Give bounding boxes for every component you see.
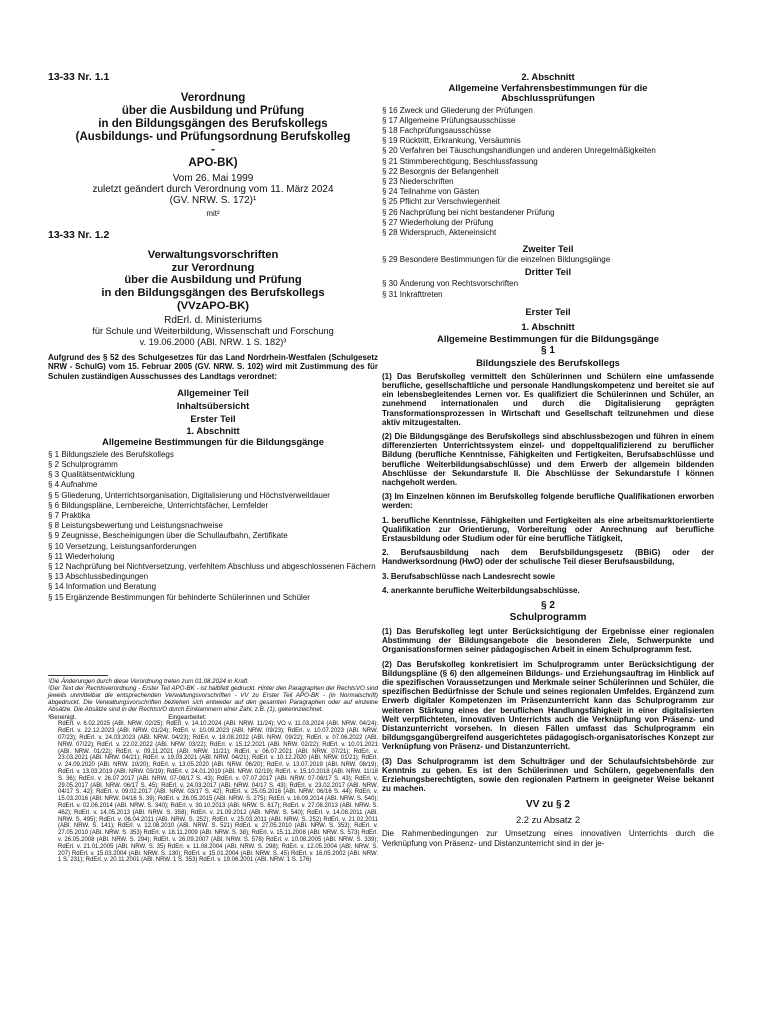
heading-section-one: 1. Abschnitt — [521, 320, 575, 332]
heading-part-two: Zweiter Teil — [522, 243, 574, 255]
mit-line: mit² — [206, 208, 220, 218]
toc-item: § 1 Bildungsziele des Berufskollegs — [48, 449, 174, 459]
toc-item: § 22 Besorgnis der Befangenheit — [382, 166, 499, 176]
toc-item: § 16 Zweck und Gliederung der Prüfungen — [382, 105, 533, 115]
regulation-title — [48, 92, 378, 170]
heading-part-three: Dritter Teil — [524, 266, 572, 278]
par2-abs3: (3) Das Schulprogramm ist dem Schulträger und der Schulaufsichtsbehörde zur Kenntnis zu geben. Es ist den Schülerinnen und Schülern, gegebenenfalls den Erziehungsberechtigten, sowie den regionalen Partnern in geeigneter Weise bekannt zu machen. — [382, 756, 714, 794]
toc-item: § 10 Versetzung, Leistungsanforderungen — [48, 541, 197, 551]
vv-heading: VV zu § 2 — [526, 799, 570, 811]
toc-item: § 5 Gliederung, Unterrichtsorganisation, Digitalisierung und Höchstverweildauer — [48, 490, 330, 500]
section-number-1-2: 13-33 Nr. 1.2 — [48, 228, 110, 241]
vv-text: Die Rahmenbedingungen zur Umsetzung eines innovativen Unterrichts durch die Verknüpfung von Präsenz- und Distanzunterricht sind in der je- — [382, 829, 714, 848]
toc-item: § 21 Stimmberechtigung, Beschlussfassung — [382, 156, 538, 166]
toc-list-4 — [382, 279, 714, 299]
toc-item: § 8 Leistungsbewertung und Leistungsnachweise — [48, 521, 223, 531]
regulation-dates — [48, 173, 378, 218]
title-line: zur Verordnung — [171, 261, 255, 274]
toc-item: § 18 Fachprüfungsausschüsse — [382, 125, 491, 135]
heading-section-one: 1. Abschnitt — [186, 424, 240, 436]
heading-part-one: Erster Teil — [190, 412, 236, 424]
toc-item: § 14 Information und Beratung — [48, 582, 157, 592]
heading-section-one-title: Allgemeine Bestimmungen für die Bildungsgänge — [437, 332, 659, 344]
heading-general-part: Allgemeiner Teil — [177, 386, 249, 398]
footnote-3-head — [48, 714, 378, 721]
date-line: Vom 26. Mai 1999 — [172, 172, 254, 184]
paragraph-1-title: Bildungsziele des Berufskollegs — [476, 356, 620, 368]
toc-item: § 4 Aufnahme — [48, 480, 98, 490]
left-column — [48, 72, 378, 864]
footnote-1: ¹Die Änderungen durch diese Verordnung treten zum 01.08.2024 in Kraft. — [48, 677, 249, 685]
toc-item: § 25 Pflicht zur Verschwiegenheit — [382, 197, 500, 207]
vv-subheading: 2.2 zu Absatz 2 — [515, 814, 581, 826]
par1-abs3-item2: 2. Berufsausbildung nach dem Berufsbildungsgesetz (BBiG) oder der Handwerksordnung (HwO) oder der schulische Teil dieser Berufsausbildung, — [382, 548, 714, 567]
sub-line: v. 19.06.2000 (ABl. NRW. 1 S. 182)³ — [139, 337, 287, 348]
title-line: Verwaltungsvorschriften — [147, 249, 279, 262]
footnote-divider — [48, 675, 108, 676]
heading-section-one-title: Allgemeine Bestimmungen für die Bildungsgänge — [102, 435, 324, 447]
title-line: in den Bildungsgängen des Berufskollegs — [98, 117, 328, 130]
heading-line: 2. Abschnitt — [521, 71, 575, 82]
paragraph-2-title: Schulprogramm — [509, 612, 587, 624]
toc-item: § 17 Allgemeine Prüfungsausschüsse — [382, 115, 516, 125]
par1-abs3-item3: 3. Berufsabschlüsse nach Landesrecht sowie — [382, 571, 555, 581]
footnote-2: ²Der Text der Rechtsverordnung - Erster Teil APO-BK - ist halbfett gedruckt. Hinter den Paragraphen der RechtsVO sind jeweils unmittelbar die entsprechenden Verwaltungsvorschriften - VV zu Erster Teil APO-BK - (in Normalschrift) abgedruckt. Die Verwaltungsvorschriften beziehen sich entweder auf den gesamten Paragraphen oder auf einzelne Absätze. Die Absätze sind in der RechtsVO durch Einklammern einer Zahl, z.B. (1), gekennzeichnet. — [48, 684, 378, 714]
toc-item: § 23 Niederschriften — [382, 176, 454, 186]
title-line: Verordnung — [180, 91, 246, 104]
toc-item: § 28 Widerspruch, Akteneinsicht — [382, 227, 497, 237]
heading-toc: Inhaltsübersicht — [176, 399, 250, 411]
footnotes — [48, 675, 378, 864]
toc-item: § 6 Bildungspläne, Lernbereiche, Unterrichtsfächer, Lernfelder — [48, 500, 269, 510]
sub-line: für Schule und Weiterbildung, Wissenschaft und Forschung — [92, 326, 334, 337]
toc-item: § 11 Wiederholung — [48, 551, 115, 561]
par1-abs3-item4: 4. anerkannte berufliche Weiterbildungsabschlüsse. — [382, 585, 580, 595]
body-heading — [382, 306, 714, 369]
toc-item: § 20 Verfahren bei Täuschungshandlungen und anderen Unregelmäßigkeiten — [382, 146, 656, 156]
title-line: über die Ausbildung und Prüfung — [124, 274, 302, 287]
toc-item: § 2 Schulprogramm — [48, 459, 118, 469]
toc-list-3 — [382, 255, 714, 265]
toc-list-2 — [382, 106, 714, 239]
toc-item: § 7 Praktika — [48, 511, 91, 520]
par1-abs3-item1: 1. berufliche Kenntnisse, Fähigkeiten und Fertigkeiten als eine arbeitsmarktorientierte Qualifikation zur Orientierung, Vorbereitung oder Anrechnung auf berufliche Erstausbildung oder Studium oder für eine berufliche Tätigkeit, — [382, 515, 714, 543]
vv-title — [48, 249, 378, 312]
par2-heading — [382, 600, 714, 624]
title-line: APO-BK) — [188, 156, 238, 169]
paragraph-1-number: § 1 — [541, 344, 555, 356]
toc-item: § 9 Zeugnisse, Bescheinigungen über die Schullaufbahn, Zertifikate — [48, 531, 288, 541]
toc-item: § 15 Ergänzende Bestimmungen für behinderte Schülerinnen und Schüler — [48, 592, 310, 602]
gv-line: (GV. NRW. S. 172)¹ — [169, 194, 257, 206]
toc-item: § 31 Inkrafttreten — [382, 289, 443, 299]
footnote-3-label: ³Bereinigt. — [48, 714, 77, 722]
toc-item: § 26 Nachprüfung bei nicht bestandener Prüfung — [382, 207, 555, 217]
heading-part-one: Erster Teil — [525, 305, 571, 317]
par2-abs1: (1) Das Berufskolleg legt unter Berücksichtigung der Ergebnisse einer regionalen Abstimmung der Bildungsangebote die besonderen Ziele, Schwerpunkte und Organisationsformen seiner pädagogischen Arbeit in einem Schulprogramm fest. — [382, 627, 714, 655]
toc-list — [48, 450, 378, 603]
par1-abs2: (2) Die Bildungsgänge des Berufskollegs sind abschlussbezogen und führen in einem differenzierten Unterrichtssystem einzel- und doppeltqualifizierend zu beruflicher Bildung (berufliche Kenntnisse, Fähigkeiten und Fertigkeiten, Berufsabschlüsse und berufliche Weiterbildungsabschlüsse) und dem Erwerb der allgemein bildenden Abschlüsse der Sekundarstufe II. Die Abschlüsse der Sekundarstufe I können nachgeholt werden. — [382, 431, 714, 487]
title-line: über die Ausbildung und Prüfung — [121, 104, 305, 117]
toc-item: § 19 Rücktritt, Erkrankung, Versäumnis — [382, 136, 521, 146]
title-line: in den Bildungsgängen des Berufskollegs — [101, 286, 325, 299]
toc-item: § 12 Nachprüfung bei Nichtversetzung, verfehltem Abschluss und abgeschlossenen Fächern — [48, 562, 376, 572]
toc-item: § 3 Qualitätsentwicklung — [48, 470, 135, 480]
vv-subtitle — [48, 315, 378, 348]
par1-abs1: (1) Das Berufskolleg vermittelt den Schülerinnen und Schülern eine umfassende berufliche, gesellschaftliche und personale Handlungskompetenz und bereitet sie auf ein lebensbegleitendes Lernen vor. Es qualifiziert die Schülerinnen und Schüler, an zunehmend internationalen und durch die Digitalisierung geprägten Transformationsprozessen in Wirtschaft und Gesellschaft teilzunehmen und diese aktiv mitzugestalten. — [382, 371, 714, 427]
toc-item: § 29 Besondere Bestimmungen für die einzelnen Bildungsgänge — [382, 255, 611, 265]
title-line: (VVzAPO-BK) — [176, 299, 250, 312]
sub-line: RdErl. d. Ministeriums — [164, 315, 262, 327]
intro-text: Aufgrund des § 52 des Schulgesetzes für das Land Nordrhein-Westfalen (Schulgesetz NRW - SchulG) vom 15. Februar 2005 (GV. NRW. S. 102) wird mit Zustimmung des für Schulen zuständigen Ausschusses des Landtags verordnet: — [48, 353, 378, 381]
toc-item: § 13 Abschlussbedingungen — [48, 572, 149, 582]
footnote-3: RdErl. v. 6.02.2025 (ABl. NRW. 02/25); RdErl. v. 14.10.2024 (ABl. NRW. 11/24); VO v. 11.03.2024 (ABl. NRW. 04/24); RdErl. v. 22.12.2023 (ABl. NRW. 01/24); RdErl. v. 10.09.2023 (ABl. NRW. 09/23); RdErl. v. 10.07.2023 (ABl. NRW. 07/23); RdErl. v. 24.03.2023 (ABl. NRW. 04/23); RdErl. v. 18.08.2022 (ABl. NRW. 09/22); RdErl. v. 07.06.2022 (ABl. NRW. 07/22); RdErl. v. 22.02.2022 (ABl. NRW. 03/22); RdErl. v. 15.12.2021 (ABl. NRW. 02/22); RdErl. v. 10.01.2021 (ABl. NRW. 01/22); RdErl. v. 09.11.2021 (ABl. NRW. 11/21); RdErl. v. 06.07.2021 (ABl. NRW. 07/21); RdErl. v. 23.03.2021 (ABl. NRW. 04/21); RdErl. v. 19.03.2021 (ABl. NRW. 04/21); RdErl. v. 10.12.2020 (ABl. NRW. 01/21); RdErl. v. 24.09.2020 (ABl. NRW. 10/20); RdErl. v. 13.05.2020 (ABl. NRW. 06/20); RdErl. v. 13.07.2019 (ABl. NRW. 08/19); RdErl. v. 13.03.2019 (ABl. NRW. 03/19); RdErl. v. 24.01.2019 (ABl. NRW. 02/19); RdErl. v. 15.10.2018 (ABl. NRW. 11/18 S. 36); RdErl. v. 26.07.2017 (ABl. NRW. 07-08/17 S. 43); RdErl. v. 07.07.2017 (ABl. NRW. 07-08/17 S. 43); RdErl. v. 29.05.2017 (ABl. NRW. 06/17 S. 45); RdErl. v. 24.03.2017 (ABl. NRW. 04/17 S. 43); RdErl. v. 23.02.2017 (ABl. NRW. 04/17 S. 42); RdErl. v. 09.02.2017 (ABl. NRW. 03/17 S. 42); RdErl. v. 25.05.2016 (ABl. NRW. 06/16 S. 44); RdErl. v. 15.03.2016 (ABl. NRW. 04/16 S. 39); RdErl. v. 26.05.2015 (ABl. NRW. S. 275); RdErl. v. 16.09.2014 (ABl. NRW. S. 540); RdErl. v. 02.06.2014 (ABl. NRW. S. 340); RdErl. v. 30.10.2013 (ABl. NRW. S. 617); RdErl. v. 27.08.2013 (ABl. NRW. S. 462); RdErl. v. 14.05.2013 (ABl. NRW. S. 358); RdErl. v. 21.09.2012 (ABl. NRW. S. 540); RdErl. v. 14.08.2011 (ABl. NRW. S. 495); RdErl. v. 06.04.2011 (ABl. NRW. S. 252); RdErl. v. 25.03.2011 (ABl. NRW. S. 252) RdErl. v. 21.02.2011 (ABl. NRW. S. 141); RdErl. v. 12.08.2010 (ABl. NRW. S. 521) RdErl. v. 27.05.2010 (ABl. NRW. S. 353); RdErl. v. 27.05.2010 (ABl. NRW. S. 353) RdErl. v. 18.11.2009 (ABl. NRW. S. 38); RdErl. v. 15.11.2008 (ABl. NRW. S. 573) RdErl. v. 26.05.2008 (ABl. NRW. S. 294); RdErl. v. 26.09.2007 (ABl. NRW. S. 578) RdErl. v. 10.08.2005 (ABl. NRW. S. 339); RdErl. v. 21.01.2005 (ABl. NRW. S. 35) RdErl. v. 11.08.2004 (ABl. NRW. S. 298); RdErl. v. 12.05.2004 (ABl. NRW. S. 207) RdErl. v. 15.03.2004 (ABl. NRW. S. 130); RdErl. v. 15.01.2004 (ABl. NRW. S. 45) RdErl. v. 16.05.2002 (ABl. NRW. 1 S. 231); RdErl. v. 20.11.2001 (ABl. NRW. 1 S. 353) RdErl. v. 19.06.2001 (ABl. NRW. 1 S. 176) — [58, 721, 378, 864]
title-line: (Ausbildungs- und Prüfungsordnung Berufskolleg — [75, 130, 351, 143]
amend-line: zuletzt geändert durch Verordnung vom 11. März 2024 — [92, 183, 334, 195]
toc-item: § 27 Wiederholung der Prüfung — [382, 217, 494, 227]
section-number-1-1: 13-33 Nr. 1.1 — [48, 71, 110, 83]
title-line: - — [211, 143, 215, 156]
footnote-3-label-2: Eingearbeitet: — [168, 714, 207, 722]
toc-item: § 24 Teilnahme von Gästen — [382, 187, 480, 197]
section-two-heading — [382, 72, 714, 104]
toc-item: § 30 Änderung von Rechtsvorschriften — [382, 279, 519, 289]
paragraph-2-number: § 2 — [541, 600, 555, 612]
right-column — [382, 72, 714, 848]
par2-abs2: (2) Das Berufskolleg konkretisiert im Schulprogramm unter Berücksichtigung der Bildungspläne (§ 6) den allgemeinen Bildungs- und Erziehungsauftrag im Hinblick auf die spezifischen Voraussetzungen und Merkmale seiner Schülerinnen und Schüler, die spezifischen Bedürfnisse der Schule und seines regionalen Umfeldes. Ergänzend zum Erwerb digitaler Kompetenzen im Präsenzunterricht kann das Schulprogramm zur weiteren Stärkung eines der beruflichen Handlungsfähigkeit in einer digitalisierten Welt verpflichteten, innovativen Unterrichts auch die Verknüpfung von Präsenz- und Distanzunterricht vorsehen. In diesen Fällen umfasst das Schulprogramm ein bildungsgangübergreifend ausgerichtetes pädagogisch-organisatorisches Konzept zur Verknüpfung von Präsenz- und Distanzunterricht. — [382, 659, 714, 752]
par1-abs3: (3) Im Einzelnen können im Berufskolleg folgende berufliche Qualifikationen erworben werden: — [382, 492, 714, 511]
toc-headings — [48, 386, 378, 447]
heading-line: Allgemeine Verfahrensbestimmungen für die Abschlussprüfungen — [448, 81, 648, 103]
